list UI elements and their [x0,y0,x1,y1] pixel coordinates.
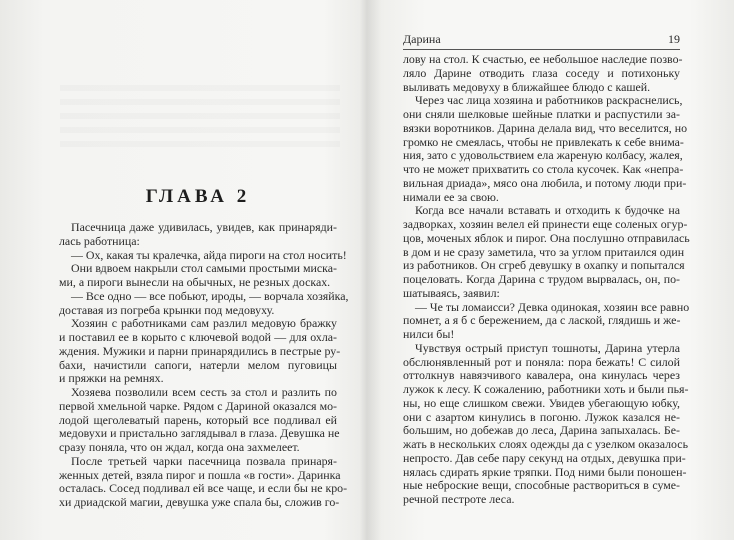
text-line: в дом и не сразу заметила, что за углом притаился один [403,244,685,259]
text-line: нилси бы! [403,327,455,341]
text-line: поцеловать. Когда Дарина с трудом вырвалась, он, по- [403,272,680,286]
text-line: цов, моченых яблок и пирог. Она послушно отправилась [403,230,690,245]
text-line: что не может прихватить со стола кусочек. Как «непра- [403,162,684,176]
text-line: — Че ты ломаисси? Девка одинокая, хозяин все равно [415,299,690,314]
running-header [403,30,680,48]
text-line: шатываясь, заявил: [403,285,500,300]
text-line: непросто. Дав себе пару секунд на отдых, девушка при- [403,450,686,465]
text-line: и поставил ее в корыто с ключевой водой — для охла- [59,330,337,344]
right-page-text [403,52,690,507]
text-line: Хозяева позволили всем сесть за стол и разлить по [71,385,337,399]
text-line: бахи, начистили сапоги, натерли мелом пуговицы [59,357,337,372]
paragraph [59,385,340,455]
paragraph [403,299,690,342]
text-line: — Все одно — все побьют, ироды, — ворчала хозяйка, [71,288,349,303]
text-line: сразу поняла, что он ждал, когда она захмелеет. [59,440,300,454]
text-line: ния, зато с удовольствием ела жареную колбасу, жалея, [403,148,683,163]
text-line: Чувствуя острый приступ тошноты, Дарина утерла [415,340,680,355]
text-line: лужок к лесу. К сожалению, работники хоть и были пья- [403,382,689,396]
paragraph [59,316,341,386]
text-line: громко не смеялась, чтобы не привлекать к себе внима- [403,134,684,149]
text-line: большим, но добежав до леса, Дарина запыхалась. Бе- [403,423,680,438]
paragraph [403,93,688,204]
text-line: После третьей чарки пасечница позвала принаря- [71,453,337,468]
text-line: Через час лица хозяина и работников раскраснелись, [415,93,683,108]
text-line: они сняли шелковые шейные платки и распустили за- [403,107,680,121]
paragraph [403,52,683,94]
text-line: медовухи и пристально заглядывал в глаза. Девушка не [59,426,340,441]
text-line: лодой щеголеватый парень, который все подливал ей [59,412,337,427]
header-rule [403,49,680,50]
text-line: вязки воротников. Дарина делала вид, что веселится, но [403,120,688,135]
paragraph [59,262,337,290]
text-line: из работников. Он сгреб девушку в охапку и попытался [403,258,685,273]
text-line: ждения. Мужики и парни принарядились в пестрые ру- [59,343,341,358]
paragraph [403,203,690,300]
text-line: лову на стол. К счастью, ее небольшое наследие позво- [403,52,683,66]
text-line: ляло Дарине отводить глаза соседу и потихоньку [403,65,680,80]
text-line: доставая из погреба крынки под медовуху. [59,302,275,317]
text-line: речной пестроте леса. [403,492,515,506]
text-line: обслюнявленный рот и поняла: пора бежать! С силой [403,354,680,369]
text-line: нялась сдирать яркие тряпки. Под ними были поношен- [403,464,687,479]
text-line: нимали ее за свою. [403,189,499,204]
paragraph [403,340,689,507]
text-line: осталась. Сосед подливал ей все чаще, и если бы не кро- [59,481,348,496]
text-line: выливать медовуху в ближайшее блюдо с кашей. [403,79,651,94]
paragraph [59,247,347,263]
bleed-through-shadow [60,85,340,155]
text-line: они с азартом кинулись в погоню. Лужок казался не- [403,409,680,424]
chapter-title: ГЛАВА 2 [145,186,251,207]
text-line: ны, но еще слишком свежи. Увидев убегающую юбку, [403,395,680,410]
paragraph [59,288,349,318]
text-line: Они вдвоем накрыли стол самыми простыми миска- [71,261,337,276]
paragraph [59,221,337,249]
paragraph [59,453,348,510]
text-line: оттолкнув навязчивого кавалера, она кинулась через [403,368,680,383]
running-title: Дарина [403,32,441,46]
text-line: Пасечница даже удивилась, увидев, как принаряди- [71,220,337,234]
text-line: и пряжки на ремнях. [59,371,164,386]
page-number: 19 [668,32,680,46]
text-line: помнет, а я б с бережением, да с лаской, глядишь и же- [403,313,681,328]
text-line: задворках, хозяин велел ей принести еще соленых огур- [403,217,688,231]
text-line: женных детей, взяла пирог и пошла «в гости». Даринка [59,467,341,482]
left-page-text [59,220,349,510]
text-line: Хозяин с работниками сам разлил медовую бражку [71,316,337,331]
text-line: вильная дриада», мясо она любила, и потому люди при- [403,175,687,190]
text-line: жать в нескольких слоях одежды да с узелком оказалось [403,437,688,451]
text-line: — Ох, какая ты кралечка, айда пироги на стол носить! [71,247,347,262]
right-page [367,0,734,540]
text-line: ные неброские вещи, способные раствориться в суме- [403,478,680,493]
text-line: хи дриадской магии, девушка уже спала бы, сложив го- [59,495,340,509]
text-line: лась работница: [59,233,140,248]
text-line: Когда все начали вставать и отходить к будочке на [415,203,680,218]
text-line: ми, а пироги вынесли на обычных, не резных досках. [59,275,331,289]
text-line: первой хмельной чарке. Рядом с Дариной оказался мо- [59,398,337,413]
